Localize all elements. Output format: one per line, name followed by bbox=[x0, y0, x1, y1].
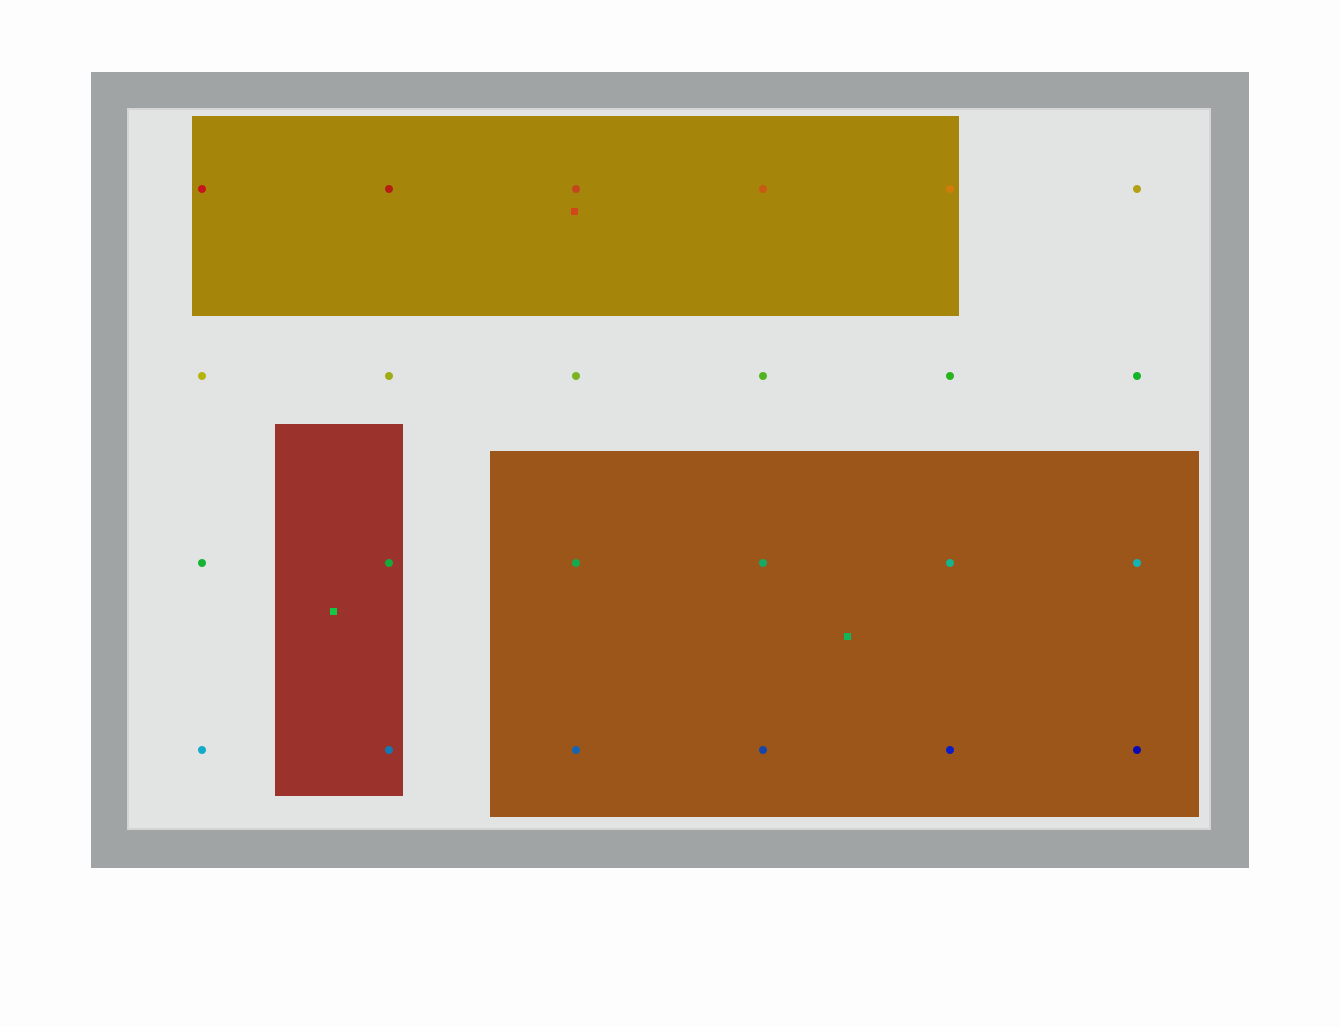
waypoint-dot-r3-c3[interactable] bbox=[572, 559, 580, 567]
waypoint-dot-r1-c3[interactable] bbox=[572, 185, 580, 193]
waypoint-dot-r4-c3[interactable] bbox=[572, 746, 580, 754]
waypoint-dot-r2-c1[interactable] bbox=[198, 372, 206, 380]
waypoint-dot-r2-c6[interactable] bbox=[1133, 372, 1141, 380]
waypoint-dot-r3-c5[interactable] bbox=[946, 559, 954, 567]
red-block-marker bbox=[330, 608, 337, 615]
waypoint-dot-r1-c1[interactable] bbox=[198, 185, 206, 193]
gold-block[interactable] bbox=[192, 116, 959, 316]
gold-block-marker bbox=[571, 208, 578, 215]
red-block[interactable] bbox=[275, 424, 403, 796]
waypoint-dot-r4-c4[interactable] bbox=[759, 746, 767, 754]
waypoint-dot-r3-c4[interactable] bbox=[759, 559, 767, 567]
waypoint-dot-r2-c3[interactable] bbox=[572, 372, 580, 380]
waypoint-dot-r1-c6[interactable] bbox=[1133, 185, 1141, 193]
waypoint-dot-r3-c6[interactable] bbox=[1133, 559, 1141, 567]
waypoint-dot-r4-c2[interactable] bbox=[385, 746, 393, 754]
waypoint-dot-r4-c1[interactable] bbox=[198, 746, 206, 754]
waypoint-dot-r1-c4[interactable] bbox=[759, 185, 767, 193]
waypoint-dot-r1-c5[interactable] bbox=[946, 185, 954, 193]
waypoint-dot-r3-c2[interactable] bbox=[385, 559, 393, 567]
waypoint-dot-r4-c5[interactable] bbox=[946, 746, 954, 754]
waypoint-dot-r4-c6[interactable] bbox=[1133, 746, 1141, 754]
waypoint-dot-r1-c2[interactable] bbox=[385, 185, 393, 193]
waypoint-dot-r3-c1[interactable] bbox=[198, 559, 206, 567]
waypoint-dot-r2-c2[interactable] bbox=[385, 372, 393, 380]
waypoint-dot-r2-c4[interactable] bbox=[759, 372, 767, 380]
waypoint-dot-r2-c5[interactable] bbox=[946, 372, 954, 380]
orange-block-marker bbox=[844, 633, 851, 640]
